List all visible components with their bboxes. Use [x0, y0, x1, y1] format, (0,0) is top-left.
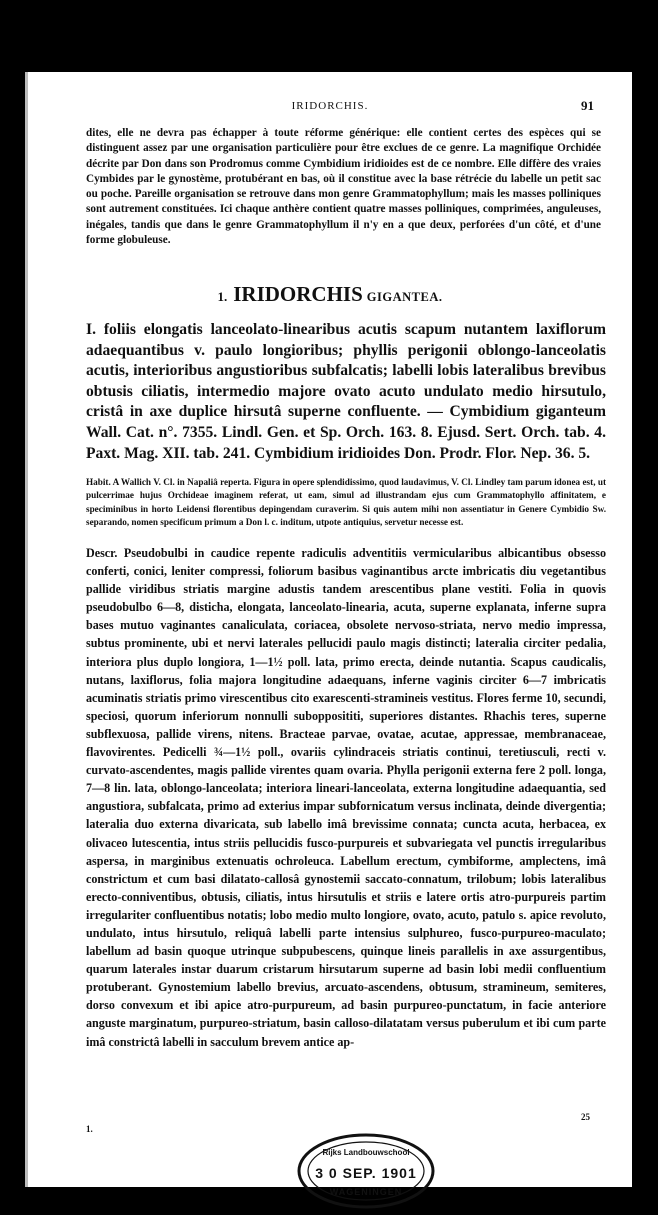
diagnosis-paragraph — [86, 320, 606, 464]
library-stamp — [296, 1132, 436, 1210]
diagnosis-text: I. foliis elongatis lanceolato-linearibus acutis scapum nutantem laxiflorum adaequantibus v. paulo longioribus; phyllis perigonii oblongo-lanceolatis acutis, interioribus angustioribus subfalcatis; labelli lobis lateralibus brevibus obtusis ciliatis, intermedio majore ovato acuto undulato medio hirsutulo, cristâ in axe duplice hirsutâ superne confluente. — Cymbidium giganteum Wall. Cat. n°. 7355. Lindl. Gen. et Sp. Orch. 163. 8. Ejusd. Sert. Orch. tab. 4. Paxt. Mag. XII. tab. 241. Cymbidium iridioides Don. Prodr. Flor. Nep. 36. 5. — [86, 321, 606, 462]
description-text: Descr. Pseudobulbi in caudice repente radiculis adventitiis vermicularibus albicantibus obsesso conferti, conici, leniter compressi, foliorum basibus vaginantibus arcte imbricatis diu vegetantibus pallide viridibus striatis margine adustis tandem arescentibus plane vestiti. Folia in quovis pseudobulbo 6—8, disticha, elongata, lanceolato-linearia, acuta, superne explanata, inferne supra bases mutuo vaginantes canaliculata, coriacea, obsolete nervoso-striata, nervo medio impressa, subtus prominente, ubi et nervi laterales pellucidi paulo magis distincti; lateralia circiter pedalia, interiora plus duplo longiora, 1—1½ poll. lata, primo erecta, deinde nutantia. Scapus caudicalis, nutans, laxiflorus, folia majora longitudine adaequans, inferne vaginis circiter 6—7 imbricatis acuminatis striatis primo virescentibus cito exarescenti-stramineis vestitus. Flores ferme 10, secundi, speciosi, quorum inferiorum nonnulli subopposititi, superiores distantes. Rhachis teres, superne subflexuosa, pallide virens, nitens. Bracteae parvae, ovatae, acutae, appressae, membranaceae, flavovirentes. Pedicelli ¾—1½ poll., ovariis cylindraceis striatis continui, teretiusculi, recti v. curvato-ascendentes, magis pallide virentes quam ovaria. Phylla perigonii externa fere 2 poll. longa, 7—8 lin. lata, oblongo-lanceolata; interiora lineari-lanceolata, externa longitudine adaequantia, sed angustiora, subfalcata, primo ad exterius impar subfornicatum versus inclinata, deinde divergentia; lateralia duo externa divaricata, sub labello imâ brevissime connata; cuncta acuta, herbacea, ex olivaceo lutescentia, intus striis pellucidis fusco-purpureis et subvariegata vel punctis irregularibus aspersa, in marginibus extenuatis ochroleuca. Labellum erectum, cymbiforme, amplectens, imâ constrictum et cum basi dilatato-callosâ gynostemii saccato-connatum, trilobum; lobis lateralibus erecto-conniventibus, obtusis, ciliatis, intus hirsutulis et striis e latere ortis atro-purpureis partim irregulariter confluentibus notatis; lobo medio multo longiore, ovato, acuto, patulo s. apice revoluto, undulato, intus hirsutulo, reliquâ labelli parte intensius sulphureo, fusco-purpureo-maculato; labellum ad basin quoque utrinque subpubescens, quinque lineis parallelis in axe assurgentibus, quarum laterales instar duarum cristarum hirsutarum superne ad basin lobi medii confluentium protuberant. Gynostemium labello brevius, arcuato-ascendens, obtusum, stramineum, semiteres, dorso convexum et ibi apice atro-purpureum, ad basin purpureo-punctatum, in facie anteriore anguste marginatum, purpureo-striatum, basin calloso-dilatatam versus puberulum et ibi cum parte imâ constrictâ labelli in sacculum brevem antice ap- — [86, 546, 606, 1049]
intro-text: dites, elle ne devra pas échapper à toute réforme générique: elle contient certes des espèces qui se distinguent assez par une organisation particulière pour être exclues de ce genre. La magnifique Orchidée décrite par Don dans son Prodromus comme Cymbidium iridioides est de ce nombre. Elle diffère des vraies Cymbides par le gynostème, protubérant en bas, où il constitue avec la base rétrécie du labelle un petit sac ou poche. Pareille organisation se retrouve dans mon genre Grammatophyllum; mais les masses polliniques sont autrement constituées. Ici chaque anthère contient quatre masses polliniques, comprimées, anguleuses, inégales, tandis que dans le genre Grammatophyllum il n'y en a que deux, perforées d'un côté, et d'une forme globuleuse. — [86, 127, 601, 247]
stamp-place: WAGENINGEN — [329, 1187, 403, 1197]
page-edge — [25, 72, 28, 1187]
stamp-date: 3 0 SEP. 1901 — [315, 1165, 417, 1181]
signature-mark-right: 25 — [581, 1112, 590, 1122]
species-epithet: GIGANTEA. — [366, 290, 443, 304]
book-page — [28, 72, 632, 1197]
description-paragraph — [86, 544, 606, 1051]
running-title: IRIDORCHIS. — [291, 100, 369, 112]
species-genus: IRIDORCHIS — [233, 282, 363, 306]
species-number: 1. — [217, 289, 228, 304]
habitat-text: Habit. A Wallich V. Cl. in Napaliâ reperta. Figura in opere splendidissimo, quod laudavimus, V. Cl. Lindley tam parum idonea est, ut pulcerrimae hujus Orchideae imaginem referat, ut eam, simul ad illustrandam ejus cum Grammatophyllo affinitatem, e speciminibus in horto Leidensi florentibus depingendam curaverim. Si quis autem mihi non assentiatur in Genere Cymbidio Sw. separando, nomen specificum primum a Don l. c. inditum, utpote antiquius, servetur necesse est. — [86, 477, 606, 527]
species-heading — [28, 282, 632, 307]
stamp-institution: Rijks Landbouwschool — [322, 1148, 410, 1157]
intro-paragraph — [86, 126, 601, 248]
habitat-paragraph — [86, 476, 606, 529]
signature-mark-left: 1. — [86, 1124, 93, 1134]
page-number: 91 — [581, 98, 594, 113]
